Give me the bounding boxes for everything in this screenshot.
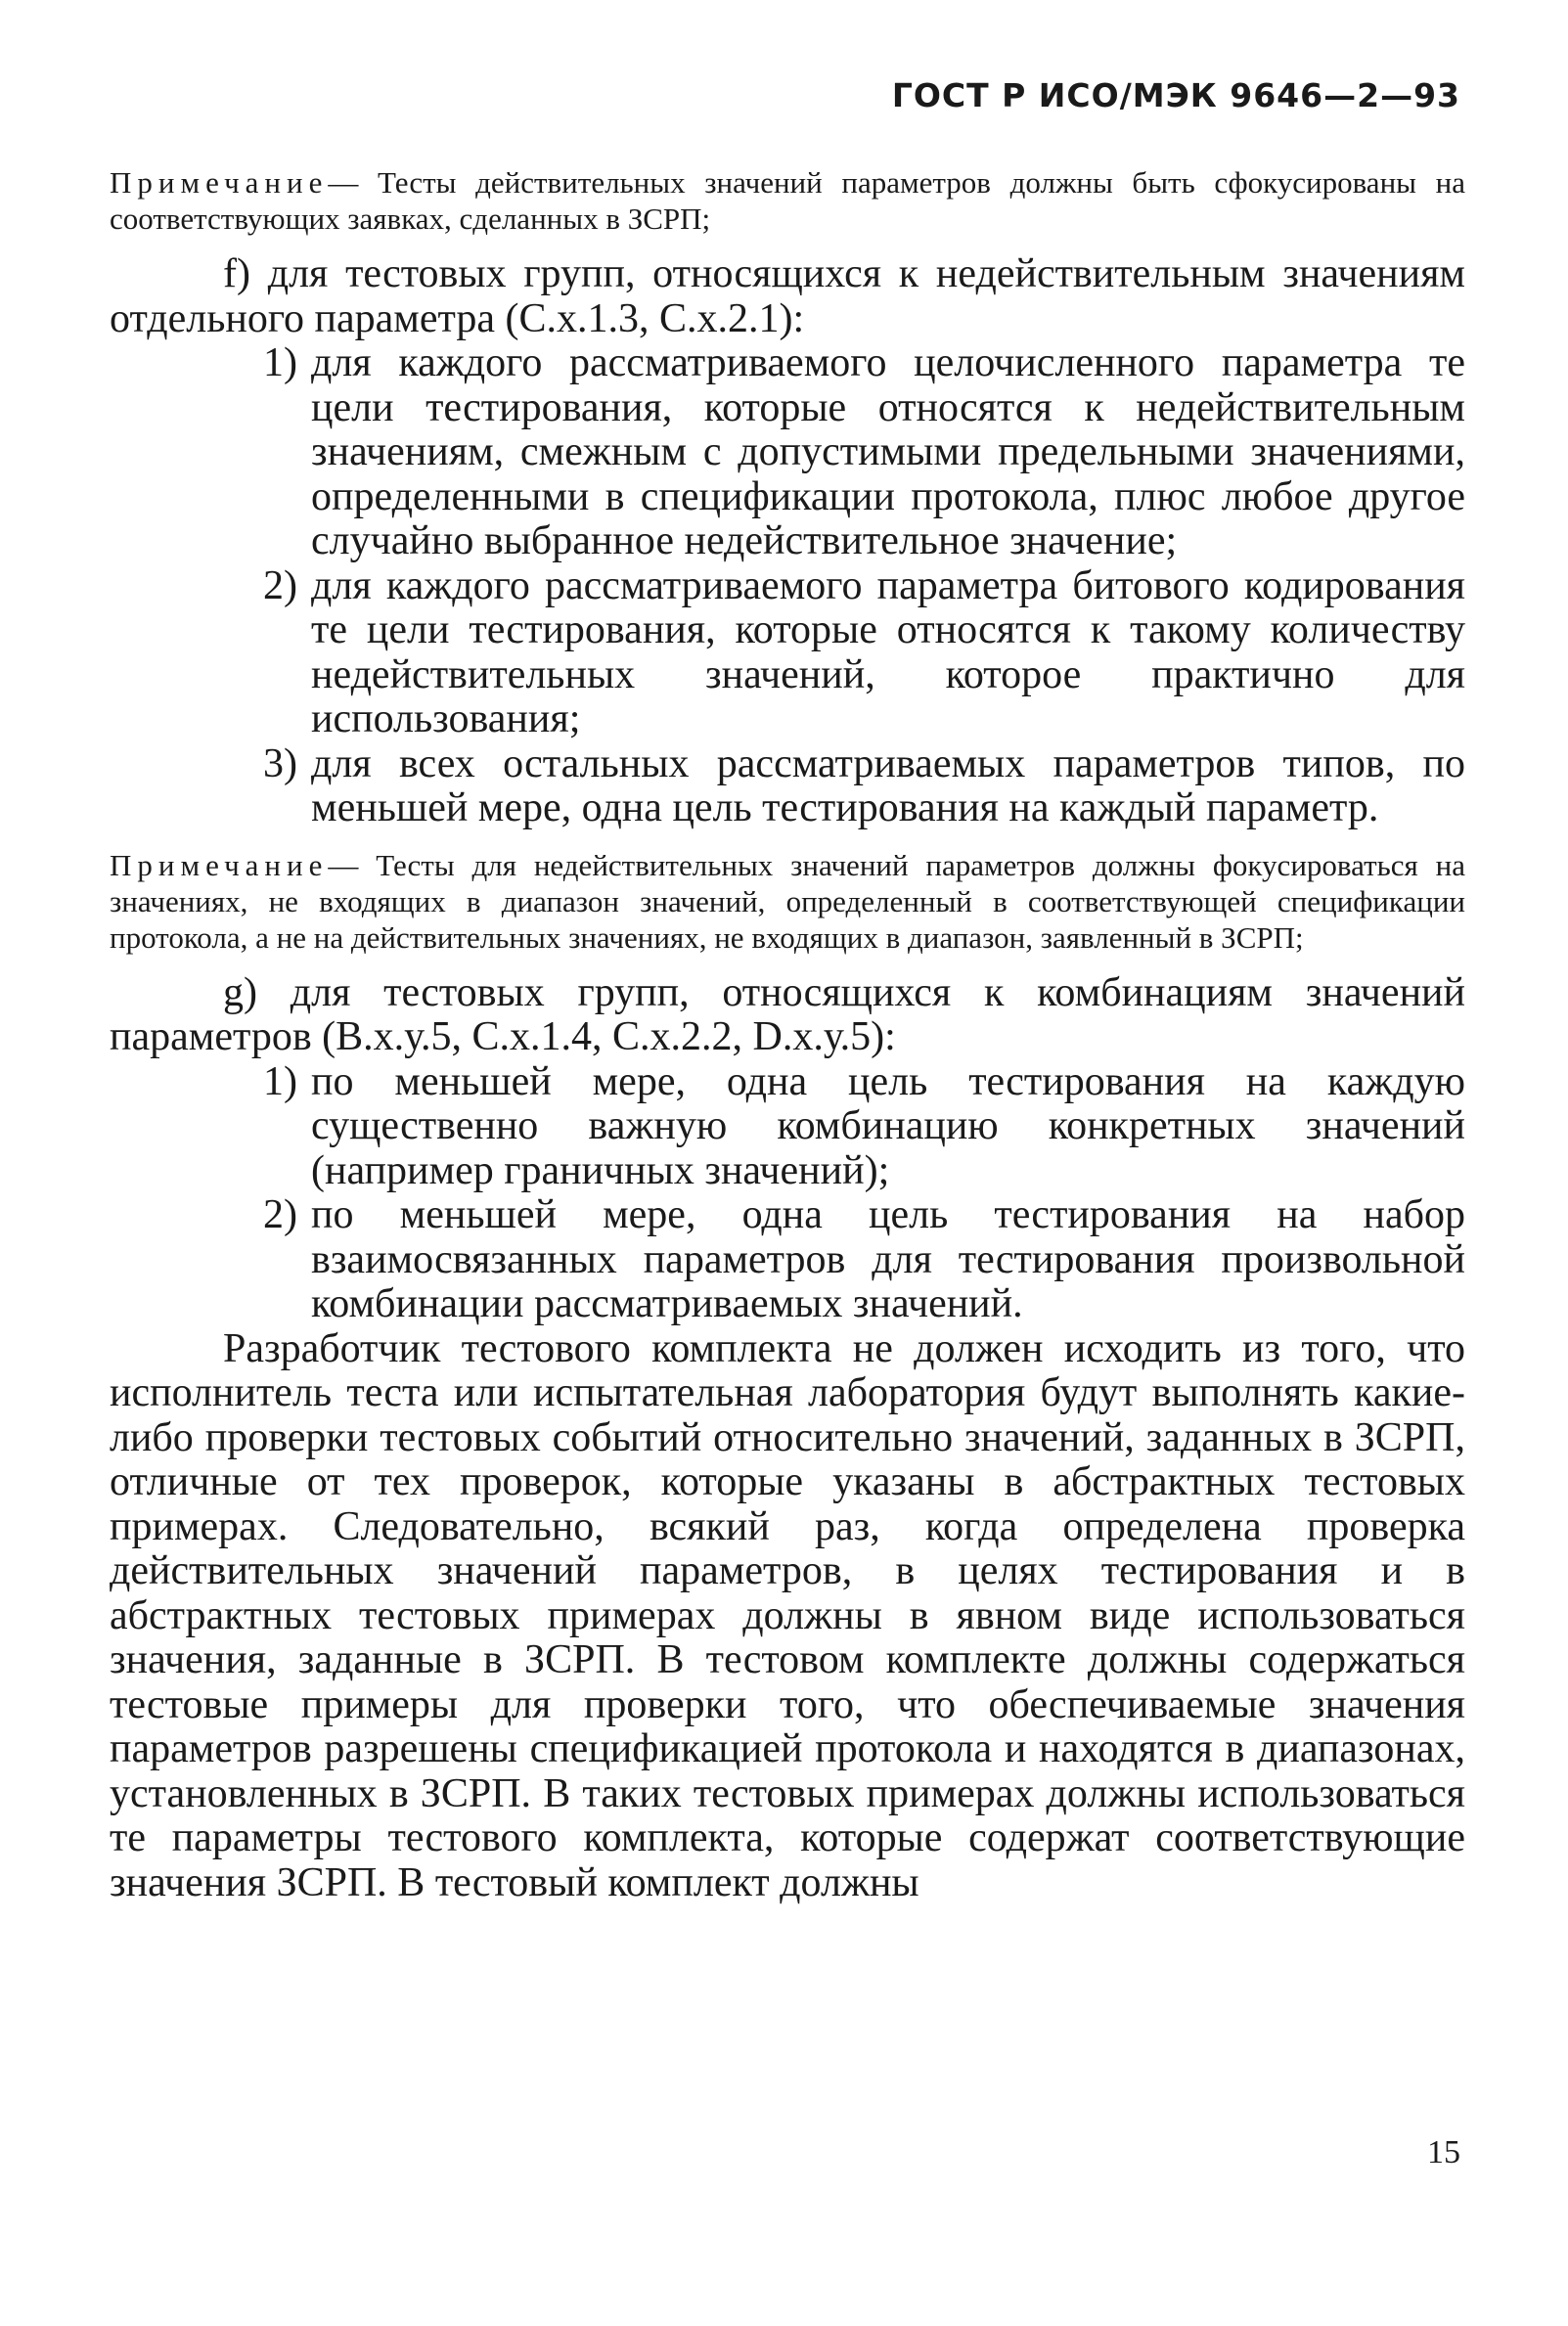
list-item: [237, 742, 1465, 831]
note-valid-values: [110, 164, 1465, 237]
note-label: Примечание: [110, 165, 329, 200]
list-number: 3): [263, 740, 297, 786]
list-number: 2): [263, 562, 297, 608]
list-text: по меньшей мере, одна цель тестирования на каждую существенно важную комбинацию конкретных значений (например граничных значений);: [311, 1058, 1465, 1193]
item-g-intro: g) для тестовых групп, относящихся к комбинациям значений параметров (В.х.у.5, С.х.1.4, С.х.2.2, D.х.у.5):: [110, 969, 1465, 1059]
note-label: Примечание: [110, 847, 329, 882]
document-header: ГОСТ Р ИСО/МЭК 9646—2—93: [891, 76, 1460, 114]
page-number: 15: [1427, 2134, 1460, 2170]
list-number: 2): [263, 1192, 297, 1237]
list-number: 1): [263, 1058, 297, 1104]
list-text: для каждого рассматриваемого целочисленного параметра те цели тестирования, которые относятся к недействительным значениям, смежным с допустимыми предельными значениями, определенными в спецификации протокола, плюс любое другое случайно выбранное недействительное значение;: [311, 340, 1465, 563]
list-item: [237, 341, 1465, 564]
list-item: [237, 1060, 1465, 1194]
note-invalid-values: [110, 847, 1465, 956]
list-text: по меньшей мере, одна цель тестирования на набор взаимосвязанных параметров для тестирования произвольной комбинации рассматриваемых значений.: [311, 1192, 1465, 1326]
list-text: для всех остальных рассматриваемых параметров типов, по меньшей мере, одна цель тестирования на каждый параметр.: [311, 740, 1465, 830]
item-f-intro: f) для тестовых групп, относящихся к недействительным значениям отдельного параметра (С.х.1.3, С.х.2.1):: [110, 251, 1465, 341]
list-number: 1): [263, 340, 297, 385]
document-body: [110, 164, 1465, 1905]
main-paragraph: Разработчик тестового комплекта не должен исходить из того, что исполнитель теста или испытательная лаборатория будут выполнять какие-либо проверки тестовых событий относительно значений, заданных в ЗСРП, отличные от тех проверок, которые указаны в абстрактных тестовых примерах. Следовательно, всякий раз, когда определена проверка действительных значений параметров, в целях тестирования и в абстрактных тестовых примерах должны в явном виде использоваться значения, заданные в ЗСРП. В тестовом комплекте должны содержаться тестовые примеры для проверки того, что обеспечиваемые значения параметров разрешены спецификацией протокола и находятся в диапазонах, установленных в ЗСРП. В таких тестовых примерах должны использоваться те параметры тестового комплекта, которые содержат соответствующие значения ЗСРП. В тестовый комплект должны: [110, 1325, 1465, 1905]
list-text: для каждого рассматриваемого параметра битового кодирования те цели тестирования, которые относятся к такому количеству недействительных значений, которое практично для использования;: [311, 562, 1465, 741]
list-item: [237, 564, 1465, 742]
list-item: [237, 1193, 1465, 1327]
note-text: — Тесты действительных значений параметров должны быть сфокусированы на соответствующих заявках, сделанных в ЗСРП;: [110, 165, 1465, 236]
note-text: — Тесты для недействительных значений параметров должны фокусироваться на значениях, не входящих в диапазон значений, определенный в соответствующей спецификации протокола, а не на действительных значениях, не входящих в диапазон, заявленный в ЗСРП;: [110, 847, 1465, 955]
